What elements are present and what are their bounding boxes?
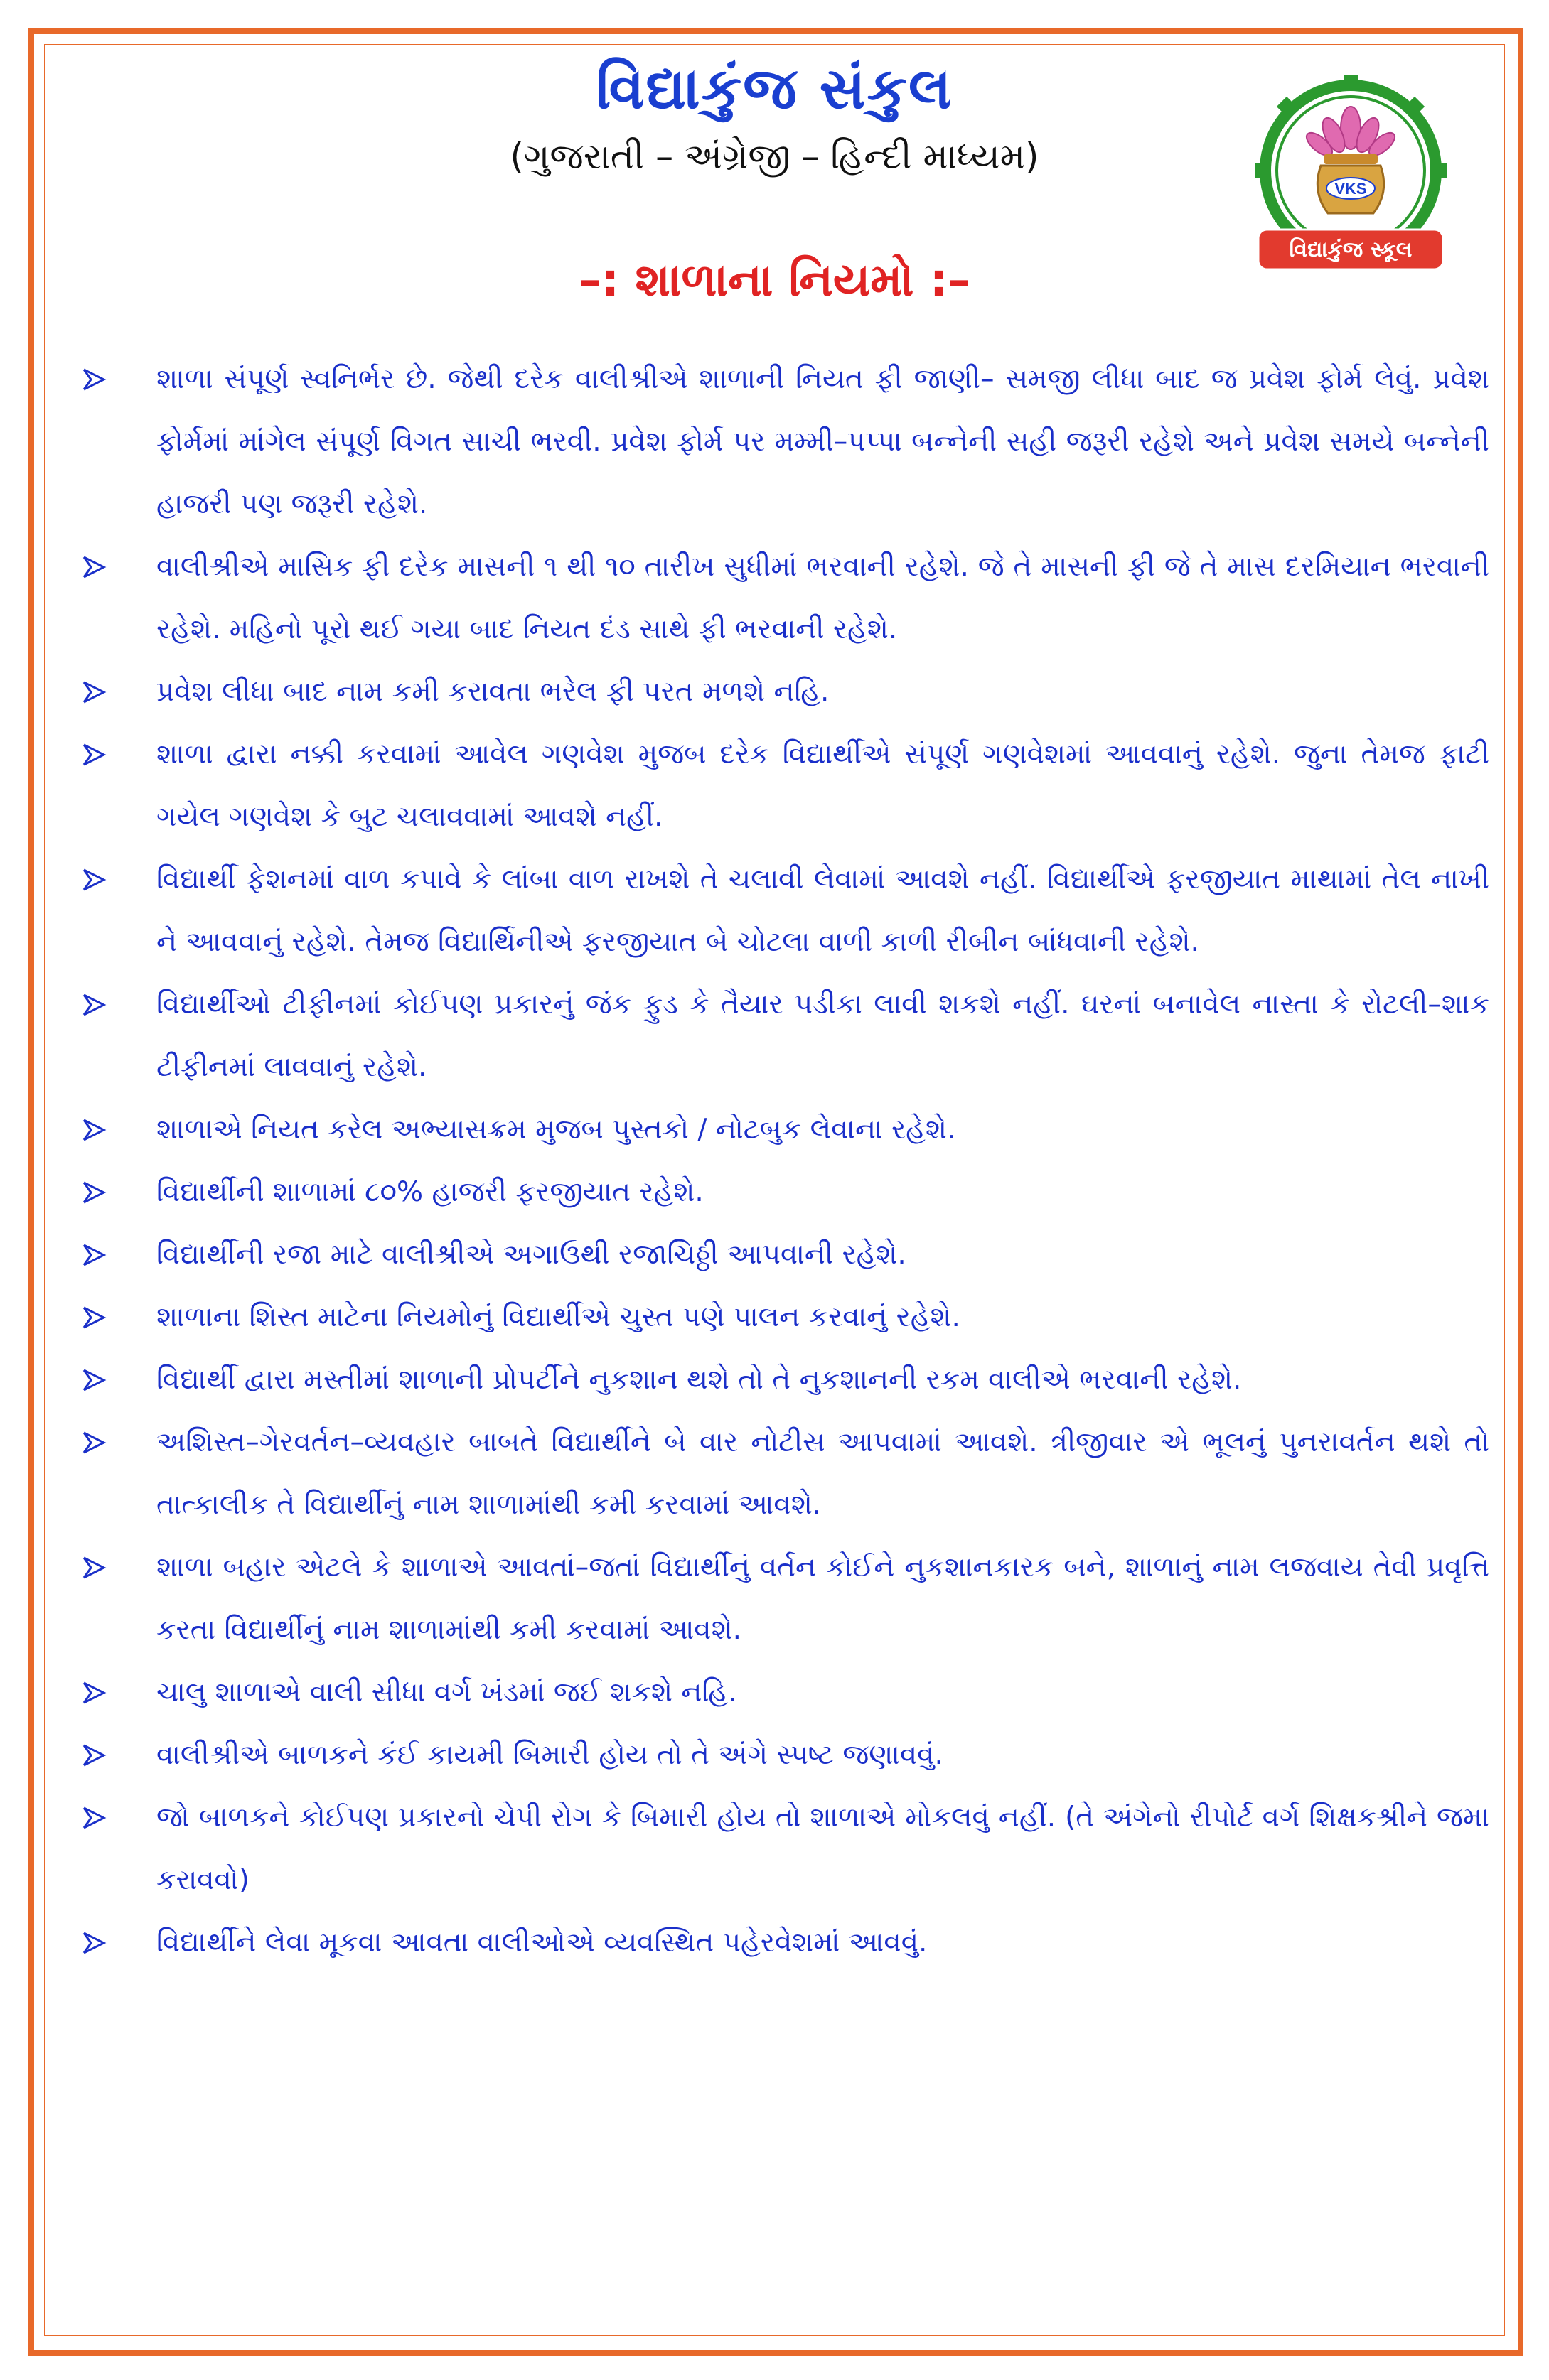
- rule-item: [71, 1411, 1489, 1536]
- pot-icon: [1317, 154, 1383, 213]
- rule-item: [71, 1161, 1489, 1224]
- rule-item: [71, 1286, 1489, 1349]
- arrow-bullet-icon: [80, 1536, 108, 1599]
- arrow-bullet-icon: [80, 1662, 108, 1724]
- rule-text: શાળા દ્વારા નક્કી કરવામાં આવેલ ગણવેશ મુજબ દરેક વિદ્યાર્થીએ સંપૂર્ણ ગણવેશમાં આવવાનું રહેશે. જુના તેમજ ફાટી ગયેલ ગણવેશ કે બુટ ચલાવવામાં આવશે નહીં.: [156, 738, 1489, 833]
- arrow-bullet-icon: [80, 1099, 108, 1161]
- rule-item: [71, 974, 1489, 1099]
- arrow-bullet-icon: [80, 661, 108, 723]
- rule-item: [71, 1724, 1489, 1787]
- rule-item: [71, 661, 1489, 723]
- rule-item: [71, 1349, 1489, 1411]
- rule-item: [71, 536, 1489, 661]
- rules-list: [71, 348, 1489, 1974]
- arrow-bullet-icon: [80, 1224, 108, 1286]
- rule-item: [71, 723, 1489, 849]
- rule-text: વિદ્યાર્થીઓ ટીફીનમાં કોઈપણ પ્રકારનું જંક ફુડ કે તૈયાર પડીકા લાવી શકશે નહીં. ઘરનાં બનાવેલ નાસ્તા કે રોટલી–શાક ટીફીનમાં લાવવાનું રહેશે.: [156, 989, 1489, 1083]
- school-name: વિદ્યાકુંજ સંકુલ: [596, 55, 953, 122]
- rule-text: વાલીશ્રીએ માસિક ફી દરેક માસની ૧ થી ૧૦ તારીખ સુધીમાં ભરવાની રહેશે. જે તે માસની ફી જે તે માસ દરમિયાન ભરવાની રહેશે. મહિનો પૂરો થઈ ગયા બાદ નિયત દંડ સાથે ફી ભરવાની રહેશે.: [156, 551, 1489, 645]
- rule-text: વિદ્યાર્થીની શાળામાં ૮૦% હાજરી ફરજીયાત રહેશે.: [156, 1176, 704, 1208]
- school-medium: (ગુજરાતી – અંગ્રેજી – હિન્દી માધ્યમ): [510, 136, 1039, 177]
- arrow-bullet-icon: [80, 1912, 108, 1974]
- arrow-bullet-icon: [80, 974, 108, 1036]
- rule-item: [71, 1224, 1489, 1286]
- rule-text: શાળા સંપૂર્ણ સ્વનિર્ભર છે. જેથી દરેક વાલીશ્રીએ શાળાની નિયત ફી જાણી– સમજી લીધા બાદ જ પ્રવેશ ફોર્મ લેવું. પ્રવેશ ફોર્મમાં માંગેલ સંપૂર્ણ વિગત સાચી ભરવી. પ્રવેશ ફોર્મ પર મમ્મી–પપ્પા બન્નેની સહી જરૂરી રહેશે અને પ્રવેશ સમયે બન્નેની હાજરી પણ જરૂરી રહેશે.: [156, 363, 1489, 520]
- logo-banner-text: વિદ્યાકુંજ સ્કૂલ: [1289, 237, 1413, 262]
- arrow-bullet-icon: [80, 1286, 108, 1349]
- rule-item: [71, 1662, 1489, 1724]
- rule-text: વિદ્યાર્થીની રજા માટે વાલીશ્રીએ અગાઉથી રજાચિઠ્ઠી આપવાની રહેશે.: [156, 1239, 906, 1271]
- school-logo: [1244, 75, 1457, 288]
- logo-banner: [1258, 230, 1443, 269]
- rules-title: –: શાળાના નિયમો :–: [578, 254, 971, 307]
- rule-item: [71, 1912, 1489, 1974]
- arrow-bullet-icon: [80, 849, 108, 911]
- rule-text: શાળાના શિસ્ત માટેના નિયમોનું વિદ્યાર્થીએ ચુસ્ત પણે પાલન કરવાનું રહેશે.: [156, 1301, 960, 1333]
- rule-item: [71, 1536, 1489, 1662]
- arrow-bullet-icon: [80, 723, 108, 786]
- rule-item: [71, 348, 1489, 536]
- rule-text: જો બાળકને કોઈપણ પ્રકારનો ચેપી રોગ કે બિમારી હોય તો શાળાએ મોકલવું નહીં. (તે અંગેનો રીપોર્ટ વર્ગ શિક્ષકશ્રીને જમા કરાવવો): [156, 1802, 1489, 1896]
- arrow-bullet-icon: [80, 1411, 108, 1474]
- arrow-bullet-icon: [80, 1724, 108, 1787]
- arrow-bullet-icon: [80, 348, 108, 411]
- rule-item: [71, 1787, 1489, 1912]
- rule-text: વિદ્યાર્થી ફેશનમાં વાળ કપાવે કે લાંબા વાળ રાખશે તે ચલાવી લેવામાં આવશે નહીં. વિદ્યાર્થીએ ફરજીયાત માથામાં તેલ નાખી ને આવવાનું રહેશે. તેમજ વિદ્યાર્થિનીએ ફરજીયાત બે ચોટલા વાળી કાળી રીબીન બાંધવાની રહેશે.: [156, 863, 1489, 958]
- arrow-bullet-icon: [80, 1161, 108, 1224]
- rule-text: અશિસ્ત–ગેરવર્તન–વ્યવહાર બાબતે વિદ્યાર્થીને બે વાર નોટીસ આપવામાં આવશે. ત્રીજીવાર એ ભૂલનું પુનરાવર્તન થશે તો તાત્કાલીક તે વિદ્યાર્થીનું નામ શાળામાંથી કમી કરવામાં આવશે.: [156, 1426, 1489, 1521]
- arrow-bullet-icon: [80, 536, 108, 598]
- rule-text: શાળાએ નિયત કરેલ અભ્યાસક્રમ મુજબ પુસ્તકો / નોટબુક લેવાના રહેશે.: [156, 1114, 956, 1146]
- arrow-bullet-icon: [80, 1787, 108, 1849]
- rule-text: વિદ્યાર્થી દ્વારા મસ્તીમાં શાળાની પ્રોપર્ટીને નુકશાન થશે તો તે નુકશાનની રકમ વાલીએ ભરવાની રહેશે.: [156, 1364, 1242, 1396]
- rule-item: [71, 1099, 1489, 1161]
- rule-text: શાળા બહાર એટલે કે શાળાએ આવતાં–જતાં વિદ્યાર્થીનું વર્તન કોઈને નુકશાનકારક બને, શાળાનું નામ લજવાય તેવી પ્રવૃત્તિ કરતા વિદ્યાર્થીનું નામ શાળામાંથી કમી કરવામાં આવશે.: [156, 1551, 1489, 1646]
- rule-text: પ્રવેશ લીધા બાદ નામ કમી કરાવતા ભરેલ ફી પરત મળશે નહિ.: [156, 676, 830, 708]
- rule-text: વાલીશ્રીએ બાળકને કંઈ કાયમી બિમારી હોય તો તે અંગે સ્પષ્ટ જણાવવું.: [156, 1739, 943, 1771]
- logo-initials: VKS: [1334, 180, 1367, 198]
- rule-item: [71, 849, 1489, 974]
- rule-text: ચાલુ શાળાએ વાલી સીધા વર્ગ ખંડમાં જઈ શકશે નહિ.: [156, 1676, 737, 1708]
- rule-text: વિદ્યાર્થીને લેવા મૂકવા આવતા વાલીઓએ વ્યવસ્થિત પહેરવેશમાં આવવું.: [156, 1927, 928, 1959]
- arrow-bullet-icon: [80, 1349, 108, 1411]
